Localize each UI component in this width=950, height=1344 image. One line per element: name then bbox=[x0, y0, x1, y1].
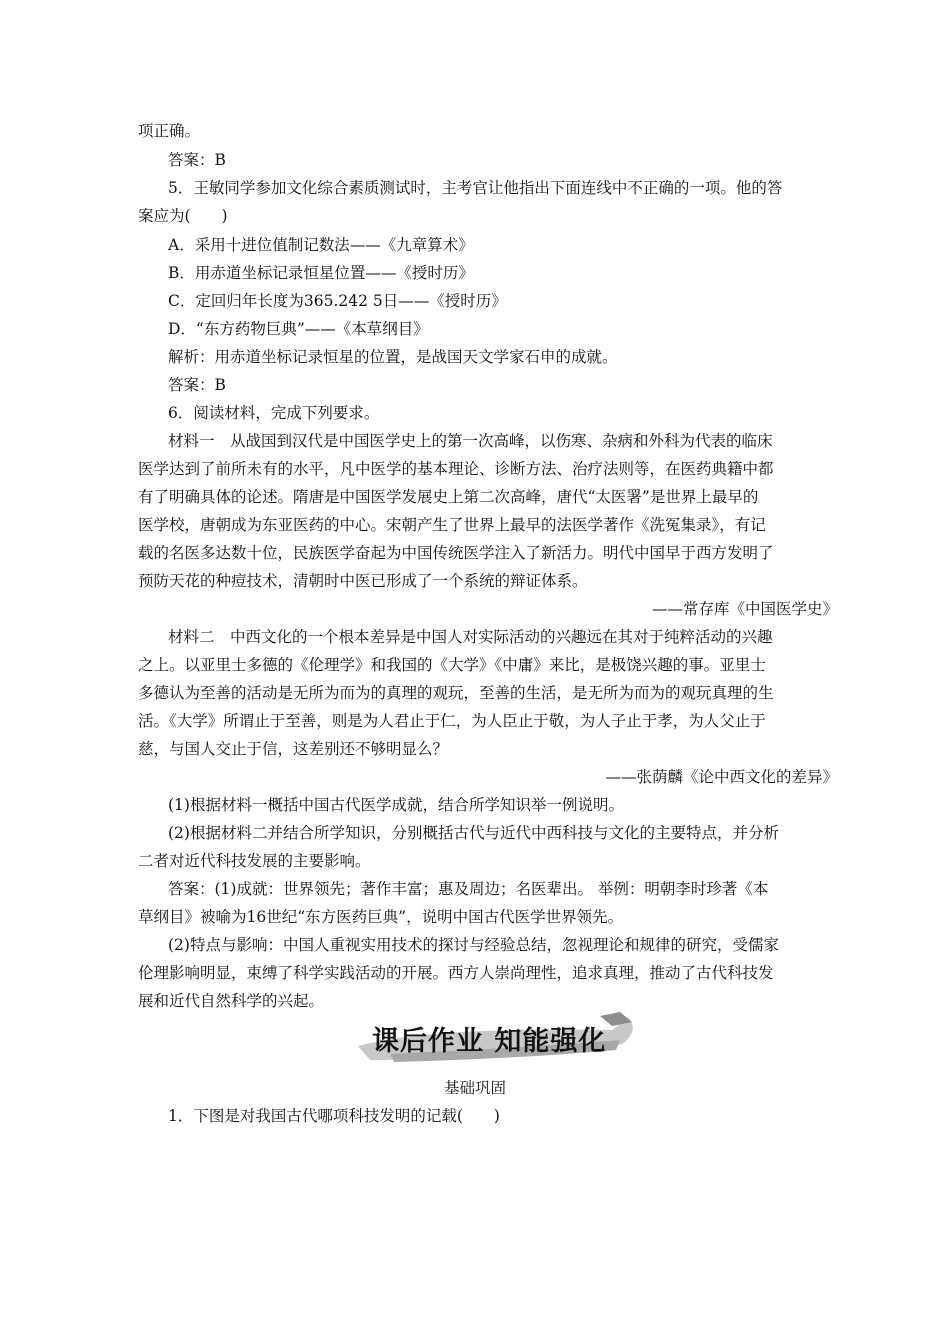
section-subtitle: 基础巩固 bbox=[443, 1079, 506, 1097]
option-c: C．定回归年长度为365.242 5日——《授时历》 bbox=[168, 292, 507, 310]
option-d: D．“东方药物巨典”——《本草纲目》 bbox=[168, 320, 429, 338]
material-2-line: 多德认为至善的活动是无所为而为的真理的观玩，至善的生活，是无所为而为的观玩真理的生 bbox=[138, 684, 774, 702]
material-1-source: ——常存库《中国医学史》 bbox=[651, 600, 838, 618]
analysis-line: 解析：用赤道坐标记录恒星的位置，是战国天文学家石申的成就。 bbox=[168, 348, 618, 366]
paragraph-line: 项正确。 bbox=[138, 122, 201, 140]
question-5-stem-cont: 案应为( ) bbox=[138, 207, 228, 225]
material-1-line: 材料一 从战国到汉代是中国医学史上的第一次高峰，以伤寒、杂病和外科为代表的临床 bbox=[168, 432, 773, 450]
option-a: A．采用十进位值制记数法——《九章算术》 bbox=[168, 236, 474, 254]
answer-1-line: 答案：(1)成就：世界领先；著作丰富；惠及周边；名医辈出。 举例：明朝李时珍著《本 bbox=[168, 880, 769, 898]
answer-2-line: 伦理影响明显，束缚了科学实践活动的开展。西方人崇尚理性，追求真理，推动了古代科技发 bbox=[138, 964, 774, 982]
material-1-line: 有了明确具体的论述。隋唐是中国医学发展史上第二次高峰，唐代“太医署”是世界上最早的 bbox=[138, 488, 759, 506]
answer-1-line: 草纲目》被喻为16世纪“东方医药巨典”，说明中国古代医学世界领先。 bbox=[138, 908, 624, 926]
answer-line: 答案：B bbox=[168, 151, 226, 169]
material-2-line: 活。《大学》所谓止于至善，则是为人君止于仁，为人臣止于敬，为人子止于孝，为人父止于 bbox=[138, 712, 766, 730]
answer-2-line: 展和近代自然科学的兴起。 bbox=[138, 992, 325, 1010]
material-1-line: 医学校，唐朝成为东亚医药的中心。宋朝产生了世界上最早的法医学著作《洗冤集录》，有记 bbox=[138, 516, 766, 534]
answer-2-line: (2)特点与影响：中国人重视实用技术的探讨与经验总结，忽视理论和规律的研究，受儒家 bbox=[168, 936, 779, 954]
material-1-line: 预防天花的种痘技术，清朝时中医已形成了一个系统的辩证体系。 bbox=[138, 572, 588, 590]
section-banner bbox=[350, 1010, 640, 1068]
sub-question-1: (1)根据材料一概括中国古代医学成就，结合所学知识举一例说明。 bbox=[168, 796, 624, 814]
sub-question-2-cont: 二者对近代科技发展的主要影响。 bbox=[138, 852, 371, 870]
question-5-stem: 5．王敏同学参加文化综合素质测试时，主考官让他指出下面连线中不正确的一项。他的答 bbox=[168, 179, 783, 197]
option-b: B．用赤道坐标记录恒星位置——《授时历》 bbox=[168, 264, 474, 282]
material-2-line: 之上。以亚里士多德的《伦理学》和我国的《大学》《中庸》来比，是极饶兴趣的事。亚里士 bbox=[138, 656, 766, 674]
question-1-stem: 1．下图是对我国古代哪项科技发明的记载( ) bbox=[168, 1107, 500, 1125]
material-2-source: ——张荫麟《论中西文化的差异》 bbox=[605, 768, 838, 786]
answer-line: 答案：B bbox=[168, 376, 226, 394]
material-1-line: 载的名医多达数十位，民族医学奋起为中国传统医学注入了新活力。明代中国早于西方发明了 bbox=[138, 544, 774, 562]
material-2-line: 材料二 中西文化的一个根本差异是中国人对实际活动的兴趣远在其对于纯粹活动的兴趣 bbox=[168, 628, 773, 646]
question-6-stem: 6．阅读材料，完成下列要求。 bbox=[168, 404, 380, 422]
sub-question-2: (2)根据材料二并结合所学知识，分别概括古代与近代中西科技与文化的主要特点，并分析 bbox=[168, 824, 779, 842]
material-1-line: 医学达到了前所未有的水平，凡中医学的基本理论、诊断方法、治疗法则等，在医药典籍中都 bbox=[138, 460, 774, 478]
section-banner-title: 课后作业 知能强化 bbox=[372, 1026, 607, 1057]
material-2-line: 慈，与国人交止于信，这差别还不够明显么？ bbox=[138, 740, 449, 758]
